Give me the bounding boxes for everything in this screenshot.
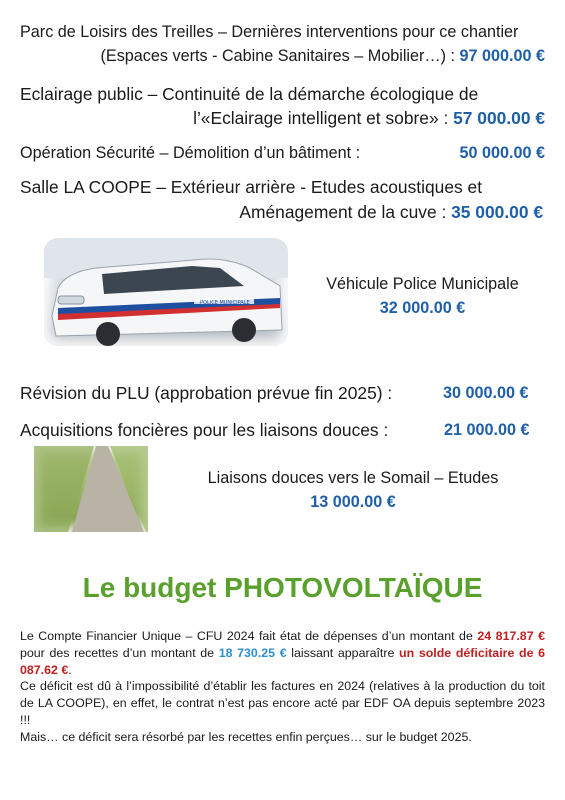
- p1-text-c: laissant apparaître: [286, 645, 400, 660]
- item-coope-amount: 35 000.00 €: [451, 202, 543, 222]
- liaisons-label: Liaisons douces vers le Somail – Etudes: [207, 469, 499, 487]
- section-title: [0, 572, 565, 604]
- section-title-strong: PHOTOVOLTAÏQUE: [224, 572, 483, 603]
- p1-text-a: Le Compte Financier Unique – CFU 2024 fait état de dépenses d’un montant de: [20, 629, 478, 643]
- recettes-amount: 18 730.25 €: [218, 645, 287, 660]
- item-securite-label: Opération Sécurité – Démolition d’un bâtiment :: [20, 144, 361, 162]
- path-icon: [34, 446, 148, 532]
- acquisitions-amount: 21 000.00 €: [444, 421, 530, 439]
- item-coope-line2: [239, 202, 543, 222]
- item-eclairage-amount: 57 000.00 €: [453, 108, 545, 128]
- item-coope-desc: Aménagement de la cuve :: [239, 202, 452, 222]
- police-vehicle-photo: [44, 238, 288, 346]
- vehicle-caption: [300, 272, 545, 320]
- item-parc-line2: [101, 46, 545, 66]
- item-parc-amount: 97 000.00 €: [459, 47, 545, 65]
- item-parc-desc: (Espaces verts - Cabine Sanitaires – Mobilier…) :: [100, 47, 460, 65]
- path-photo: [34, 446, 148, 532]
- item-securite-amount: 50 000.00 €: [459, 144, 545, 162]
- item-eclairage-desc: l’«Eclairage intelligent et sobre» :: [193, 108, 454, 128]
- depenses-amount: 24 817.87 €: [477, 629, 545, 643]
- vehicle-amount: 32 000.00 €: [379, 299, 466, 317]
- liaisons-caption: [170, 466, 536, 514]
- item-parc-line1: Parc de Loisirs des Treilles – Dernières interventions pour ce chantier: [20, 23, 519, 41]
- plu-label: Révision du PLU (approbation prévue fin 2025) :: [20, 383, 393, 403]
- item-coope-line1: Salle LA COOPE – Extérieur arrière - Etudes acoustiques et: [20, 177, 483, 197]
- police-car-text: POLICE MUNICIPALE: [200, 300, 250, 306]
- vehicle-label: Véhicule Police Municipale: [326, 275, 519, 293]
- p1-text-b: pour des recettes d’un montant de: [20, 645, 219, 660]
- section-title-prefix: Le budget: [82, 572, 225, 603]
- p1-text-d: .: [68, 662, 72, 677]
- item-eclairage-line1: Eclairage public – Continuité de la démarche écologique de: [20, 84, 479, 104]
- paragraph-2: Ce déficit est dû à l’impossibilité d’établir les factures en 2024 (relatives à la production du toit de LA COOPE), en effet, le contrat n’est pas encore acté par EDF OA depuis septembre 2023 !!!: [20, 679, 545, 727]
- solde-deficitaire: un solde déficitaire de 6 087.62 €: [20, 645, 545, 677]
- photovoltaique-paragraph: [20, 628, 545, 746]
- liaisons-amount: 13 000.00 €: [310, 493, 396, 511]
- paragraph-3: Mais… ce déficit sera résorbé par les recettes enfin perçues… sur le budget 2025.: [20, 729, 472, 744]
- plu-amount: 30 000.00 €: [443, 384, 529, 402]
- police-car-icon: [44, 238, 288, 346]
- item-eclairage-line2: [193, 108, 545, 128]
- acquisitions-label: Acquisitions foncières pour les liaisons douces :: [20, 420, 389, 440]
- paragraph-1: [20, 628, 545, 678]
